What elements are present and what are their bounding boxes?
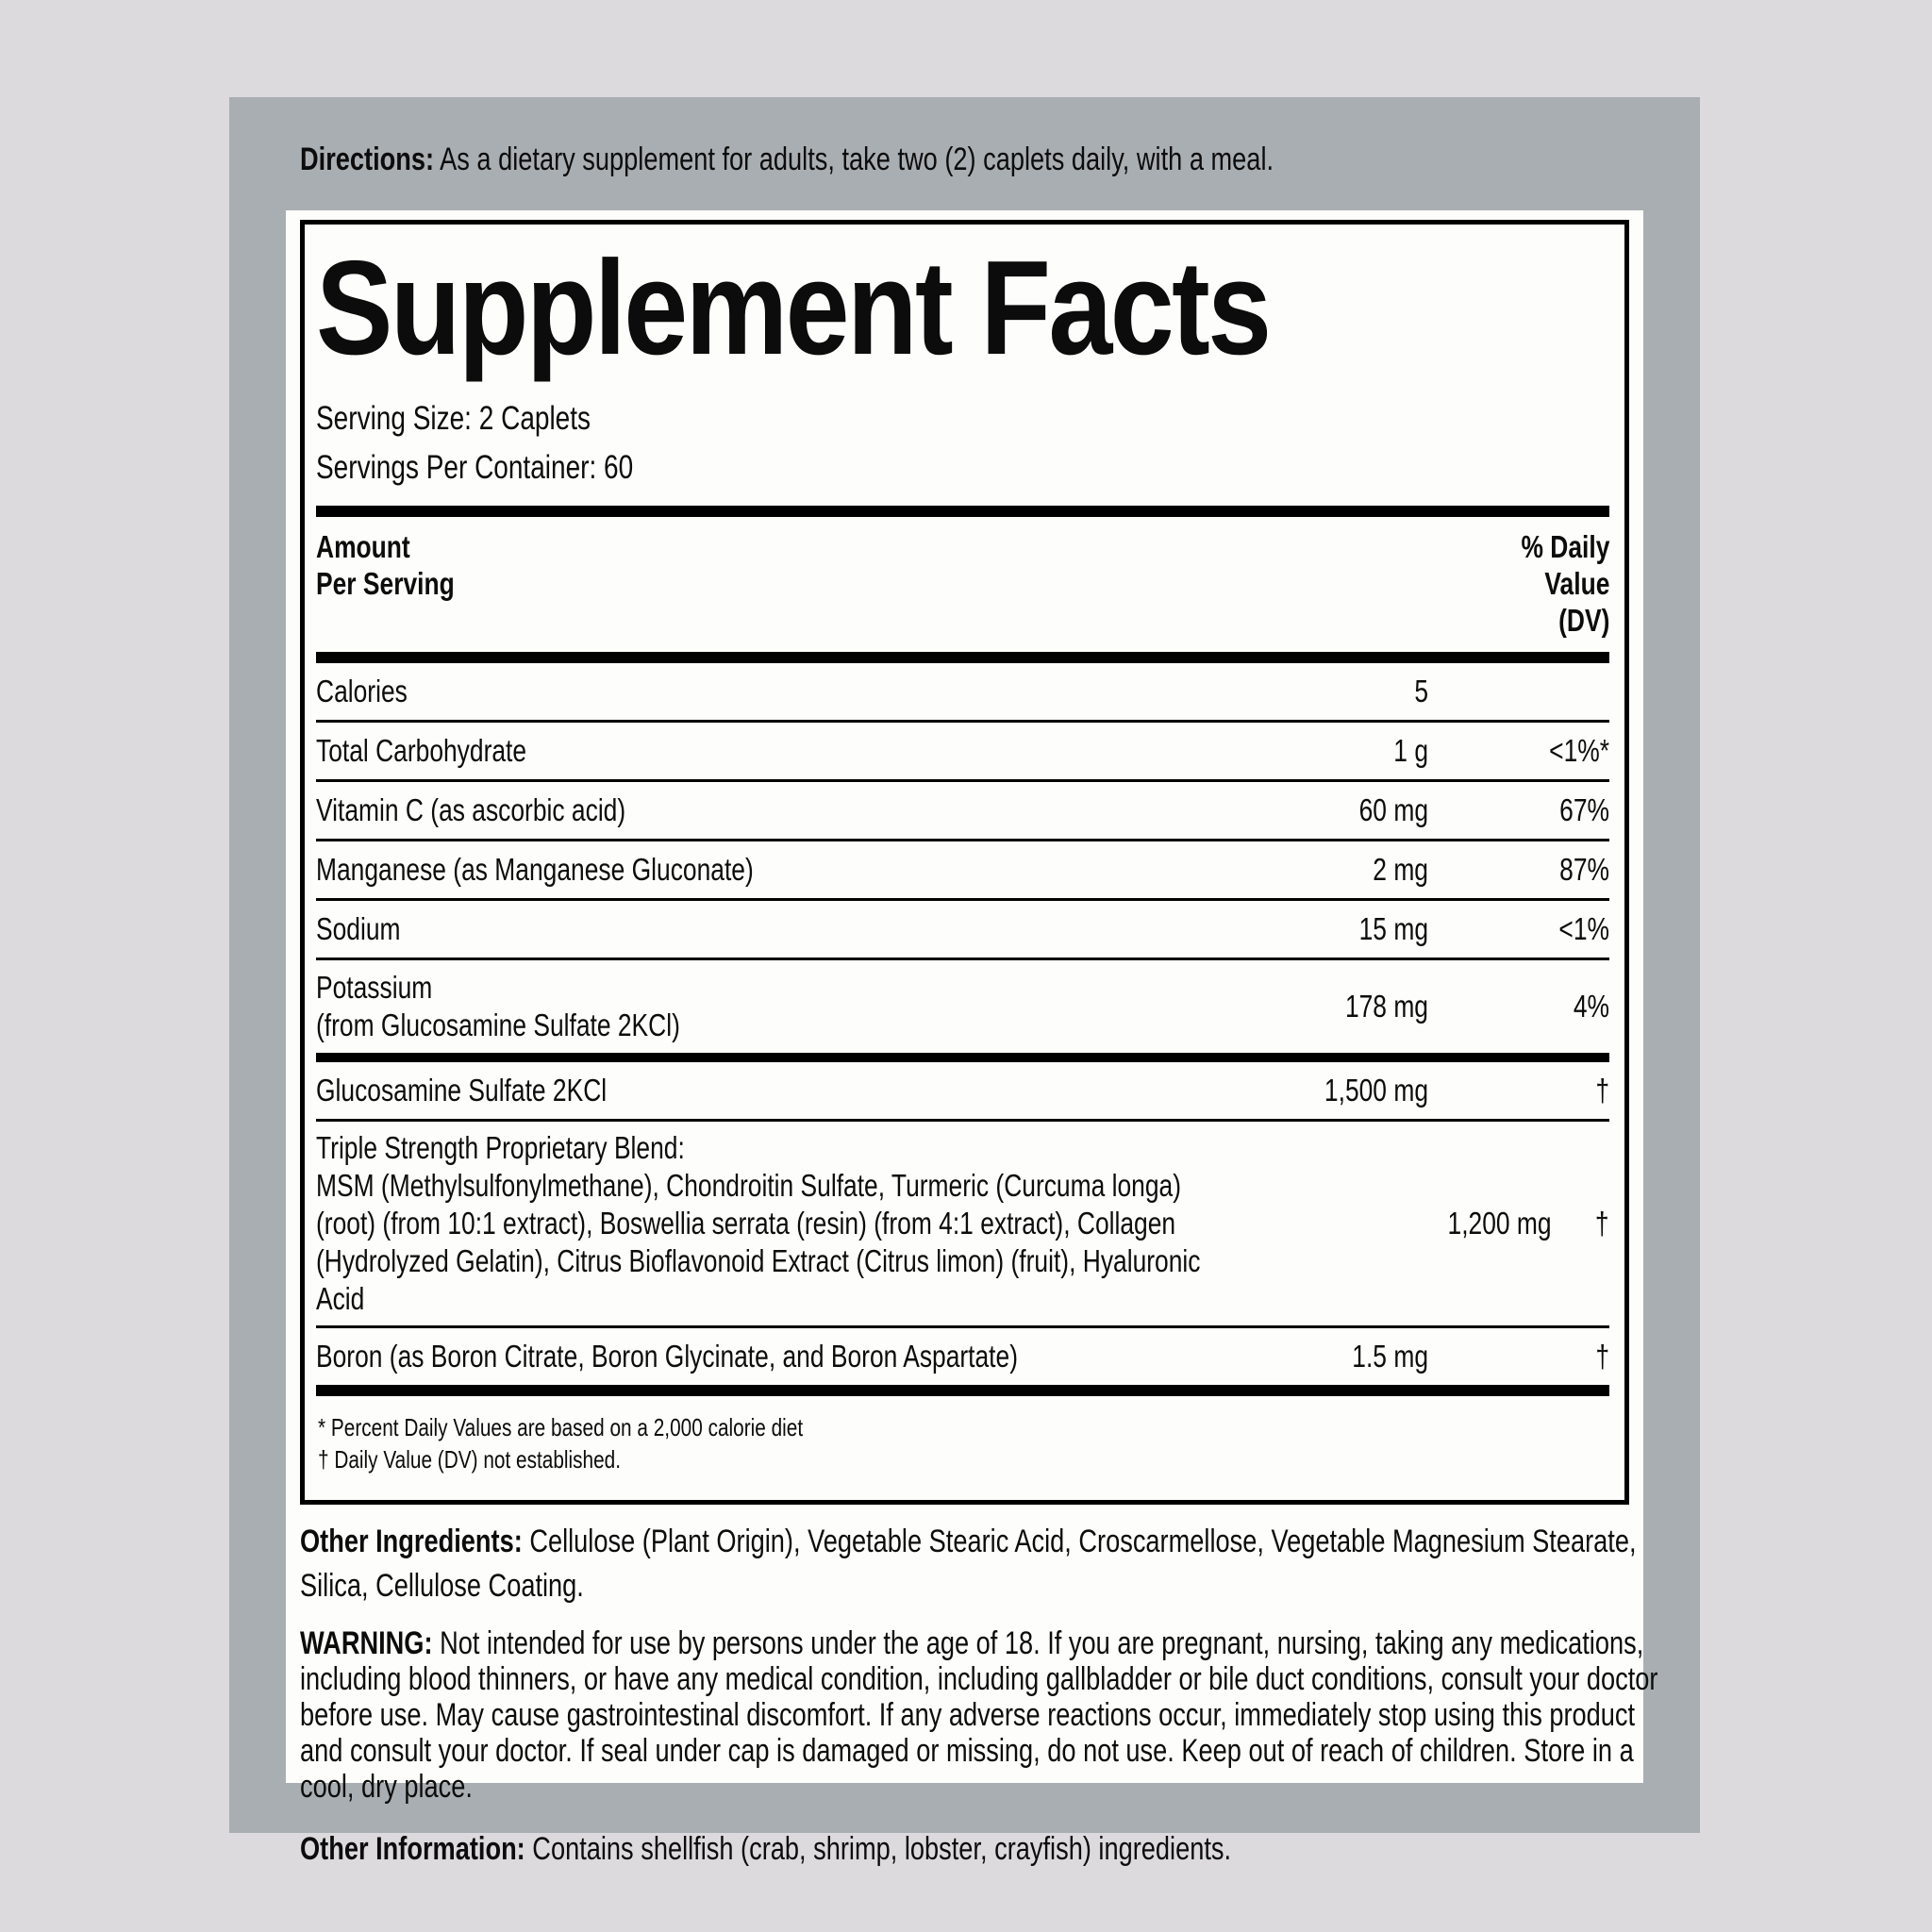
nutrient-amount: 178 mg [1344, 989, 1428, 1024]
other-ingredients-text: Cellulose (Plant Origin), Vegetable Stearic Acid, Croscarmellose, Vegetable Magnesium Stearate, [522, 1524, 1637, 1559]
warning-text: Not intended for use by persons under the age of 18. If you are pregnant, nursing, taking any medications, [432, 1625, 1644, 1661]
nutrient-amount: 1,200 mg [1447, 1206, 1552, 1241]
footnotes [316, 1396, 1609, 1500]
table-row [316, 663, 1609, 720]
nutrient-amount: 60 mg [1358, 792, 1428, 827]
nutrient-name-line: (from Glucosamine Sulfate 2KCl) [316, 1008, 680, 1042]
label-gray-panel [229, 97, 1700, 1867]
nutrient-name [316, 1129, 1422, 1318]
header-dv-line2: Value [1544, 566, 1609, 601]
nutrient-dv: † [1595, 1206, 1609, 1241]
amount-per-serving-header [316, 528, 489, 602]
nutrient-name [316, 969, 1249, 1044]
other-ingredients-lead: Other Ingredients: [300, 1524, 523, 1559]
header-dv-line1: % Daily [1521, 529, 1609, 564]
nutrient-name-line: Potassium [316, 970, 433, 1005]
other-ingredients-line [300, 1520, 1637, 1564]
nutrient-name: Vitamin C (as ascorbic acid) [316, 792, 626, 827]
other-ingredients [300, 1520, 1637, 1608]
directions-lead: Directions: [300, 142, 435, 177]
warning-line: before use. May cause gastrointestinal discomfort. If any adverse reactions occur, immediately stop using this product [300, 1697, 1636, 1733]
table-row [316, 720, 1609, 779]
warning-line: including blood thinners, or have any medical condition, including gallbladder or bile duct conditions, consult your doctor [300, 1661, 1658, 1697]
header-amount-line1: Amount [316, 529, 410, 564]
table-row [316, 898, 1609, 958]
nutrient-name: Total Carbohydrate [316, 733, 527, 768]
servings-per-container: Servings Per Container: 60 [316, 449, 634, 486]
nutrient-amount: 2 mg [1373, 852, 1428, 887]
table-header-row [316, 517, 1609, 652]
directions-line [300, 139, 1274, 180]
divider-thick-bar [316, 652, 1609, 663]
nutrient-name: Sodium [316, 911, 401, 946]
divider-thick-bar [316, 506, 1609, 517]
nutrient-amount: 15 mg [1358, 911, 1428, 946]
table-row [316, 958, 1609, 1053]
other-information [300, 1827, 1629, 1872]
nutrient-name: Boron (as Boron Citrate, Boron Glycinate, and Boron Aspartate) [316, 1339, 1018, 1374]
other-information-lead: Other Information: [300, 1831, 525, 1867]
nutrient-name-line: MSM (Methylsulfonylmethane), Chondroitin Sulfate, Turmeric (Curcuma longa) [316, 1168, 1182, 1203]
other-information-text: Contains shellfish (crab, shrimp, lobster, crayfish) ingredients. [525, 1831, 1232, 1867]
nutrient-name-line: (Hydrolyzed Gelatin), Citrus Bioflavonoid Extract (Citrus limon) (fruit), Hyaluronic [316, 1243, 1201, 1278]
warning-line [300, 1625, 1644, 1661]
header-amount-line2: Per Serving [316, 566, 455, 601]
daily-value-header [1499, 528, 1609, 639]
supplement-facts-inner [305, 225, 1624, 1500]
footnote-dv-not-established: † Daily Value (DV) not established. [318, 1445, 622, 1474]
nutrient-amount: 1.5 mg [1352, 1339, 1428, 1374]
footnote-percent-dv: * Percent Daily Values are based on a 2,000 calorie diet [318, 1413, 804, 1441]
table-row [316, 779, 1609, 839]
nutrient-amount: 5 [1414, 674, 1428, 708]
table-row-proprietary-blend [316, 1119, 1609, 1325]
other-information-line [300, 1827, 1363, 1872]
nutrient-amount: 1 g [1393, 733, 1428, 768]
divider-thick-bar [316, 1385, 1609, 1396]
directions-text: As a dietary supplement for adults, take two (2) caplets daily, with a meal. [434, 142, 1274, 177]
nutrient-dv: <1%* [1549, 733, 1609, 768]
nutrient-dv: 67% [1559, 792, 1609, 827]
nutrient-dv: † [1595, 1073, 1609, 1108]
nutrient-name-line: Acid [316, 1281, 365, 1316]
table-row [316, 1062, 1609, 1119]
nutrient-dv: † [1595, 1339, 1609, 1374]
nutrient-dv: <1% [1558, 911, 1609, 946]
supplement-facts-box [300, 220, 1629, 1505]
header-dv-line3: (DV) [1557, 603, 1609, 638]
nutrient-name: Manganese (as Manganese Gluconate) [316, 852, 754, 887]
nutrient-amount: 1,500 mg [1324, 1073, 1428, 1108]
nutrient-dv: 4% [1573, 989, 1609, 1024]
other-ingredients-line: Silica, Cellulose Coating. [300, 1568, 584, 1604]
nutrient-dv: 87% [1559, 852, 1609, 887]
divider-thick-bar [316, 1053, 1609, 1062]
nutrient-name-line: Triple Strength Proprietary Blend: [316, 1130, 685, 1165]
warning-lead: WARNING: [300, 1625, 433, 1661]
warning [300, 1625, 1658, 1805]
warning-line: and consult your doctor. If seal under cap is damaged or missing, do not use. Keep out of reach of children. Store in a [300, 1733, 1634, 1769]
warning-line: cool, dry place. [300, 1769, 473, 1805]
supplement-facts-title: Supplement Facts [316, 233, 1270, 383]
serving-size: Serving Size: 2 Caplets [316, 400, 591, 437]
nutrient-name-line: (root) (from 10:1 extract), Boswellia serrata (resin) (from 4:1 extract), Collagen [316, 1206, 1176, 1241]
nutrient-name: Glucosamine Sulfate 2KCl [316, 1073, 608, 1108]
table-row [316, 1325, 1609, 1385]
nutrient-name: Calories [316, 674, 408, 708]
supplement-label [286, 210, 1658, 1867]
table-row [316, 839, 1609, 898]
